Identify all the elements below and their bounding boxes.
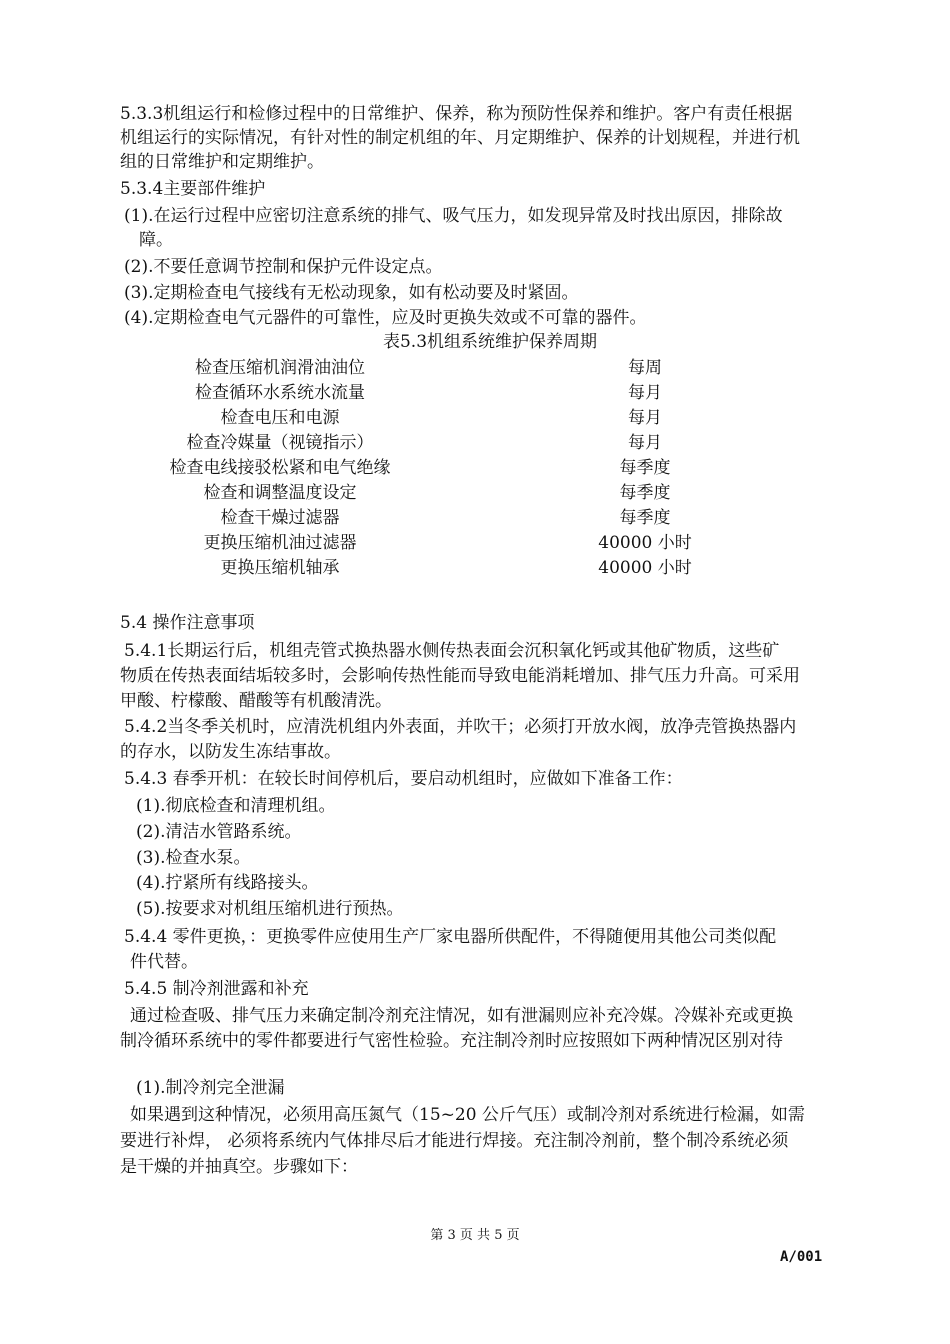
paragraph-541-line2: 物质在传热表面结垢较多时，会影响传热性能而导致电能消耗增加、排气压力升高。可采用 [120, 666, 800, 686]
page-indicator: 第 3 页 共 5 页 [430, 1228, 520, 1243]
table-row [120, 556, 850, 581]
leak-case-line1: 如果遇到这种情况，必须用高压氮气（15~20 公斤气压）或制冷剂对系统进行检漏，如需 [130, 1105, 805, 1125]
maintenance-task: 检查干燥过滤器 [220, 508, 340, 528]
paragraph-533-line3: 组的日常维护和定期维护。 [120, 152, 324, 172]
maintenance-task: 更换压缩机轴承 [220, 558, 340, 578]
maintenance-item-1-line2: 障。 [139, 230, 173, 250]
startup-step-4: (4).拧紧所有线路接头。 [136, 873, 319, 893]
maintenance-task: 检查和调整温度设定 [203, 483, 357, 503]
maintenance-task: 检查压缩机润滑油油位 [195, 358, 365, 378]
maintenance-item-1-line1: (1).在运行过程中应密切注意系统的排气、吸气压力，如发现异常及时找出原因，排除故 [124, 206, 783, 226]
paragraph-542-line1: 5.4.2当冬季关机时，应清洗机组内外表面，并吹干；必须打开放水阀，放净壳管换热器内 [124, 717, 797, 737]
maintenance-period: 每季度 [619, 458, 671, 478]
leak-case-line3: 是干燥的并抽真空。步骤如下： [120, 1157, 358, 1177]
startup-step-3: (3).检查水泵。 [136, 848, 251, 868]
document-number: A/001 [780, 1249, 823, 1265]
maintenance-task: 检查电压和电源 [220, 408, 340, 428]
startup-step-1: (1).彻底检查和清理机组。 [136, 796, 336, 816]
paragraph-533-line2: 机组运行的实际情况，有针对性的制定机组的年、月定期维护、保养的计划规程，并进行机 [120, 128, 800, 148]
maintenance-item-3: (3).定期检查电气接线有无松动现象，如有松动要及时紧固。 [124, 283, 579, 303]
paragraph-545-line2: 制冷循环系统中的零件都要进行气密性检验。充注制冷剂时应按照如下两种情况区别对待 [120, 1031, 783, 1051]
paragraph-543: 5.4.3 春季开机：在较长时间停机后，要启动机组时，应做如下准备工作： [124, 769, 683, 789]
table-caption: 表5.3机组系统维护保养周期 [382, 332, 598, 352]
maintenance-period: 每季度 [619, 508, 671, 528]
startup-step-2: (2).清洁水管路系统。 [136, 822, 302, 842]
maintenance-period: 每周 [628, 358, 662, 378]
heading-54: 5.4 操作注意事项 [120, 613, 255, 633]
maintenance-task: 更换压缩机油过滤器 [203, 533, 357, 553]
leak-case-title: (1).制冷剂完全泄漏 [136, 1078, 285, 1098]
table-row [120, 456, 850, 481]
paragraph-533-line1: 5.3.3机组运行和检修过程中的日常维护、保养，称为预防性保养和维护。客户有责任根据 [120, 104, 793, 124]
maintenance-period: 每季度 [619, 483, 671, 503]
maintenance-period: 40000 小时 [598, 558, 692, 578]
table-row [120, 356, 850, 381]
maintenance-table [120, 356, 850, 581]
maintenance-task: 检查电线接驳松紧和电气绝缘 [169, 458, 391, 478]
table-row [120, 531, 850, 556]
paragraph-542-line2: 的存水，以防发生冻结事故。 [120, 742, 341, 762]
paragraph-544-line2: 件代替。 [130, 952, 198, 972]
heading-534: 5.3.4主要部件维护 [120, 179, 266, 199]
table-row [120, 431, 850, 456]
paragraph-544-line1: 5.4.4 零件更换，：更换零件应使用生产厂家电器所供配件，不得随便用其他公司类似配 [124, 927, 777, 947]
table-row [120, 381, 850, 406]
maintenance-period: 每月 [628, 383, 662, 403]
leak-case-line2: 要进行补焊， 必须将系统内气体排尽后才能进行焊接。充注制冷剂前，整个制冷系统必须 [120, 1131, 789, 1151]
heading-545: 5.4.5 制冷剂泄露和补充 [124, 979, 309, 999]
maintenance-period: 每月 [628, 408, 662, 428]
table-row [120, 481, 850, 506]
table-row [120, 506, 850, 531]
startup-step-5: (5).按要求对机组压缩机进行预热。 [136, 899, 404, 919]
paragraph-545-line1: 通过检查吸、排气压力来确定制冷剂充注情况，如有泄漏则应补充冷媒。冷媒补充或更换 [130, 1006, 793, 1026]
maintenance-period: 40000 小时 [598, 533, 692, 553]
maintenance-period: 每月 [628, 433, 662, 453]
paragraph-541-line3: 甲酸、柠檬酸、醋酸等有机酸清洗。 [120, 691, 392, 711]
maintenance-item-2: (2).不要任意调节控制和保护元件设定点。 [124, 257, 443, 277]
paragraph-541-line1: 5.4.1长期运行后，机组壳管式换热器水侧传热表面会沉积氧化钙或其他矿物质，这些矿 [124, 641, 780, 661]
table-row [120, 406, 850, 431]
maintenance-task: 检查循环水系统水流量 [195, 383, 365, 403]
maintenance-task: 检查冷媒量（视镜指示） [186, 433, 374, 453]
maintenance-item-4: (4).定期检查电气元器件的可靠性，应及时更换失效或不可靠的器件。 [124, 308, 647, 328]
